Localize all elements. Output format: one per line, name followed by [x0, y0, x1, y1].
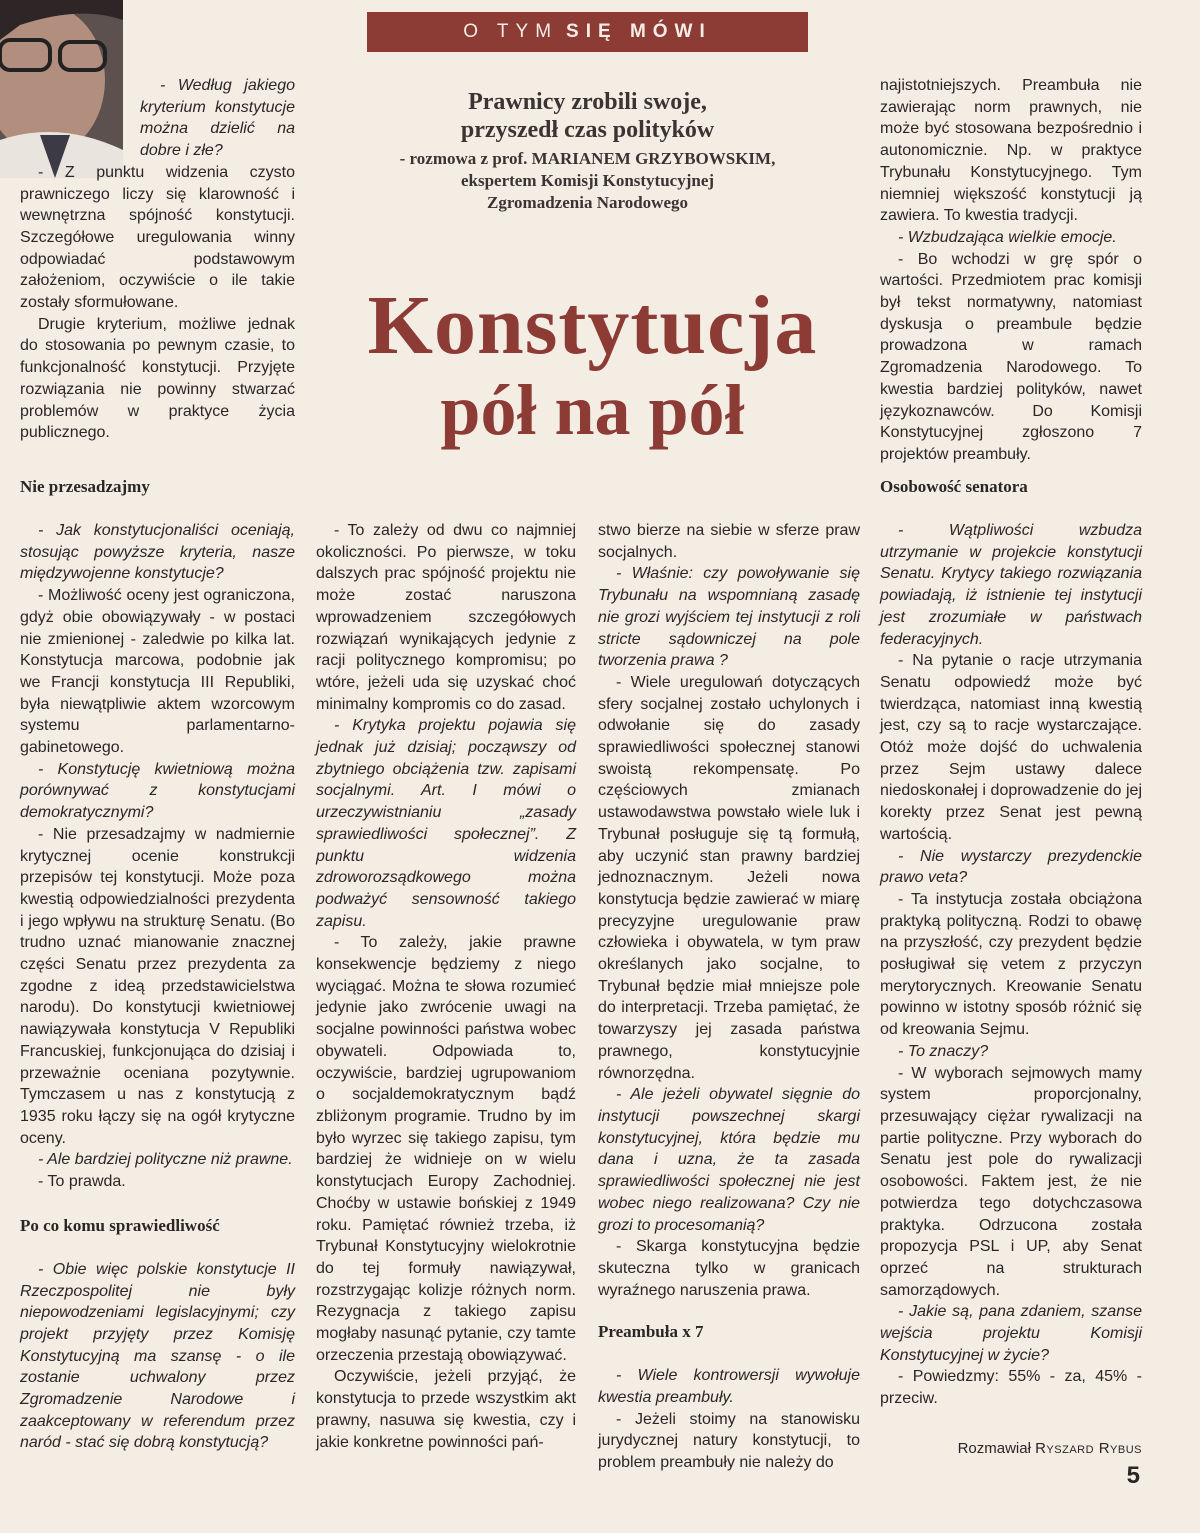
answer: - Na pytanie o racje utrzymania Senatu odpowiedź może być twierdząca, natomiast inną kwestią jest, czy są to racje wystarczające. Otóż może dojść do uchwalenia przez Sejm ustawy dalece niedoskonałej i doprowadzenie do jej korekty przez Senat jest pewną wartością. [880, 652, 1142, 843]
column-1-intro [20, 75, 295, 444]
column-1 [20, 476, 295, 1454]
answer: - Jeżeli stoimy na stanowisku jurydycznej natury konstytucji, to problem preambuły nie należy do [598, 1410, 860, 1472]
column-4-intro [880, 75, 1142, 466]
question: - Wzbudzająca wielkie emocje. [898, 228, 1117, 246]
answer: - To zależy od dwu co najmniej okoliczności. Po pierwsze, w toku dalszych prac spójność projektu nie może zostać naruszona wprowadzeniem szczegółowych rozwiązań wynikających jedynie z racji politycznego kompromisu; po wtóre, jeżeli uda się uzyskać choć minimalny kompromis co do zasad. [316, 522, 576, 713]
answer-1-cont: Drugie kryterium, możliwe jednak do stosowania po pewnym czasie, to funkcjonalność konstytucji. Przyjęte rozwiązania nie powinny stwarzać problemów w praktyce życia publicznego. [20, 315, 295, 442]
column-4 [880, 476, 1142, 1460]
main-title [300, 279, 885, 450]
question: - To znaczy? [898, 1042, 989, 1060]
question: - Konstytucję kwietniową można porównywać z konstytucjami demokratycznymi? [20, 760, 295, 822]
question: - Nie wystarczy prezydenckie prawo veta? [880, 847, 1142, 887]
article-header [375, 88, 800, 214]
column-3 [598, 520, 860, 1474]
answer: - To prawda. [38, 1173, 126, 1191]
subtitle-line-1: - rozmowa z prof. MARIANEM GRZYBOWSKIM, [399, 149, 776, 168]
answer: - Wiele uregulowań dotyczących sfery socjalnej zostało uchylonych i odwołanie się do zasady sprawiedliwości społecznej stanowi swoistą rekompensatę. Po częściowych zmianach ustawodawstwa powstało wiele luk i Trybunał posługuje się tą formułą, aby uczynić stan prawny bardziej jednoznacznym. Jeżeli nowa konstytucja będzie zawierać w miarę precyzyjne uregulowanie praw człowieka i obywatela, w tym praw określanych jako socjalne, to Trybunał będzie miał mniejsze pole do interpretacji. Trzeba pamiętać, że towarzyszy jej zasada państwa prawnego, konstytucyjnie równorzędna. [598, 673, 860, 1082]
answer: - To zależy, jakie prawne konsekwencje będziemy z niego wyciągać. Można te słowa rozumieć jedynie jako zwrócenie uwagi na socjalne powinności państwa wobec obywateli. Odpowiada to, oczywiście, bardziej ugrupowaniom o socjaldemokratycznym bądź zbliżonym programie. Trudno by im było wyrzec się takiego zapisu, tym bardziej że widnieje on w wielu konstytucjach Europy Zachodniej. Choćby w ustawie bońskiej z 1949 roku. Pamiętać również trzeba, iż Trybunał Konstytucyjny wielokrotnie do tej formuły nawiązywał, rozstrzygając kolizje różnych norm. Rezygnacja z takiego zapisu mogłaby nasunąć pytanie, czy tamte orzeczenia przestają obowiązywać. [316, 934, 576, 1364]
column-2 [316, 520, 576, 1453]
page-number: 5 [1126, 1462, 1140, 1489]
interviewer-byline [880, 1438, 1142, 1460]
answer: - Nie przesadzajmy w nadmiernie krytycznej ocenie konstrukcji przepisów tej konstytucji. Może poza kwestią odpowiedzialności prezydenta i jego wpływu na strukturę Senatu. (Bo trudno uznać mianowanie znacznej części Senatu przez prezydenta za zgodne z ideą przedstawicielstwa narodu). Do konstytucji kwietniowej nawiązywała konstytucja V Republiki Francuskiej, funkcjonująca do dzisiaj i przeważnie oceniana pozytywnie. Tymczasem u nas z konstytucją z 1935 roku łączy się na ogół krytyczne oceny. [20, 825, 295, 1147]
section-heading: Preambuła x 7 [598, 1322, 704, 1342]
byline-name: Ryszard Rybus [1035, 1439, 1142, 1457]
answer: - Powiedzmy: 55% - za, 45% - przeciw. [880, 1368, 1142, 1408]
subtitle-line-3: Zgromadzenia Narodowego [486, 193, 688, 212]
question: - Jakie są, pana zdaniem, szanse wejścia projektu Komisji Konstytucyjnej w życie? [880, 1303, 1142, 1364]
answer-cont: najistotniejszych. Preambuła nie zawierając norm prawnych, nie może być stosowana bezpośrednio i autonomicznie. Np. w praktyce Trybunału Konstytucyjnego. Tym niemniej większość konstytucji ją zawiera. To kwestia tradycji. [880, 77, 1142, 225]
question: - Obie więc polskie konstytucje II Rzeczpospolitej nie były niepowodzeniami legislacyjnymi; czy projekt przyjęty przez Komisję Konstytucyjną ma szansę - o ile zostanie uchwalony przez Zgromadzenie Narodowe i zaakceptowany w referendum przez naród - stać się dobrą konstytucją? [20, 1260, 295, 1452]
section-heading: Po co komu sprawiedliwość [20, 1215, 220, 1235]
question: - Wiele kontrowersji wywołuje kwestia preambuły. [598, 1367, 860, 1407]
answer: - Skarga konstytucyjna będzie skuteczna tylko w granicach wyraźnego naruszenia prawa. [598, 1238, 860, 1299]
question: - Wątpliwości wzbudza utrzymanie w projekcie konstytucji Senatu. Krytycy takiego rozwiązania powiadają, iż istnienie tej instytucji jest zrozumiałe w państwach federacyjnych. [880, 522, 1142, 648]
question: - Jak konstytucjonaliści oceniają, stosując powyższe kryteria, nasze międzywojenne konstytucje? [20, 522, 295, 583]
headline-line-2: przyszedł czas polityków [460, 117, 715, 143]
answer: - Możliwość oceny jest ograniczona, gdyż obie obowiązywały - w postaci nie zmienionej - zaledwie po kilka lat. Konstytucja marcowa, podobnie jak we Francji konstytucja III Republiki, była niewątpliwie aktem wzorcowym systemu parlamentarno-gabinetowego. [20, 587, 295, 757]
section-banner [367, 12, 808, 52]
main-title-line-2: pół na pół [440, 370, 745, 450]
banner-bold-text: SIĘ MÓWI [566, 21, 712, 42]
question: - Krytyka projektu pojawia się jednak już dzisiaj; począwszy od zbytniego obciążenia tzw. zapisami socjalnymi. Art. I mówi o urzeczywistnianiu „zasady sprawiedliwości społecznej”. Z punktu widzenia zdroworozsądkowego można podważyć sensowność takiego zapisu. [316, 717, 576, 930]
section-heading: Nie przesadzajmy [20, 477, 150, 496]
answer: - Bo wchodzi w grę spór o wartości. Przedmiotem prac komisji był tekst normatywny, natomiast dyskusja o preambule będzie prowadzona w ramach Zgromadzenia Narodowego. To kwestia bardziej polityków, nawet językoznawców. Do Komisji Konstytucyjnej zgłoszono 7 projektów preambuły. [880, 250, 1142, 463]
question-1: - Według jakiego kryterium konstytucje można dzielić na dobre i złe? [140, 77, 295, 160]
answer: - W wyborach sejmowych mamy system proporcjonalny, przesuwający ciężar rywalizacji na partie polityczne. Przy wyborach do Senatu jest pole do rywalizacji osobowości. Faktem jest, że nie potwierdza tego dotychczasowa praktyka. Odrzucona została propozycja PSL i UP, aby Senat oprzeć na strukturach samorządowych. [880, 1064, 1142, 1299]
headline-line-1: Prawnicy zrobili swoje, [468, 89, 707, 115]
answer: - Ta instytucja została obciążona praktyką polityczną. Rodzi to obawę na przyszłość, czy prezydent będzie posługiwał się vetem z przyczyn merytorycznych. Kreowanie Senatu powinno w istotny sposób różnić się od kreowania Sejmu. [880, 890, 1142, 1039]
question: - Ale jeżeli obywatel sięgnie do instytucji powszechnej skargi konstytucyjnej, która będzie mu dana i uzna, że ta zasada sprawiedliwości społecznej nie jest wobec niego realizowana? Czy nie grozi to procesomanią? [598, 1086, 860, 1234]
main-title-line-1: Konstytucja [367, 279, 818, 372]
subtitle-line-2: ekspertem Komisji Konstytucyjnej [460, 171, 715, 190]
byline-prefix: Rozmawiał [957, 1439, 1031, 1457]
answer-1: - Z punktu widzenia czysto prawniczego liczy się klarowność i wewnętrzna spójność konstytucji. Szczegółowe uregulowania winny odpowiadać podstawowym założeniom, oczywiście o ile takie zostały sformułowane. [20, 163, 295, 312]
banner-thin-text: O TYM [463, 21, 559, 42]
answer-cont: stwo bierze na siebie w sferze praw socjalnych. [598, 522, 860, 561]
question: - Właśnie: czy powoływanie się Trybunału na wspomnianą zasadę nie grozi wyjściem tej instytucji z roli stricte sądowniczej na pole tworzenia prawa ? [598, 565, 860, 670]
section-heading: Osobowość senatora [880, 477, 1028, 496]
question: - Ale bardziej polityczne niż prawne. [38, 1151, 293, 1169]
answer-cont: Oczywiście, jeżeli przyjąć, że konstytucja to przede wszystkim akt prawny, nasuwa się kwestia, czy i jakie konkretne powinności pań- [316, 1368, 576, 1451]
